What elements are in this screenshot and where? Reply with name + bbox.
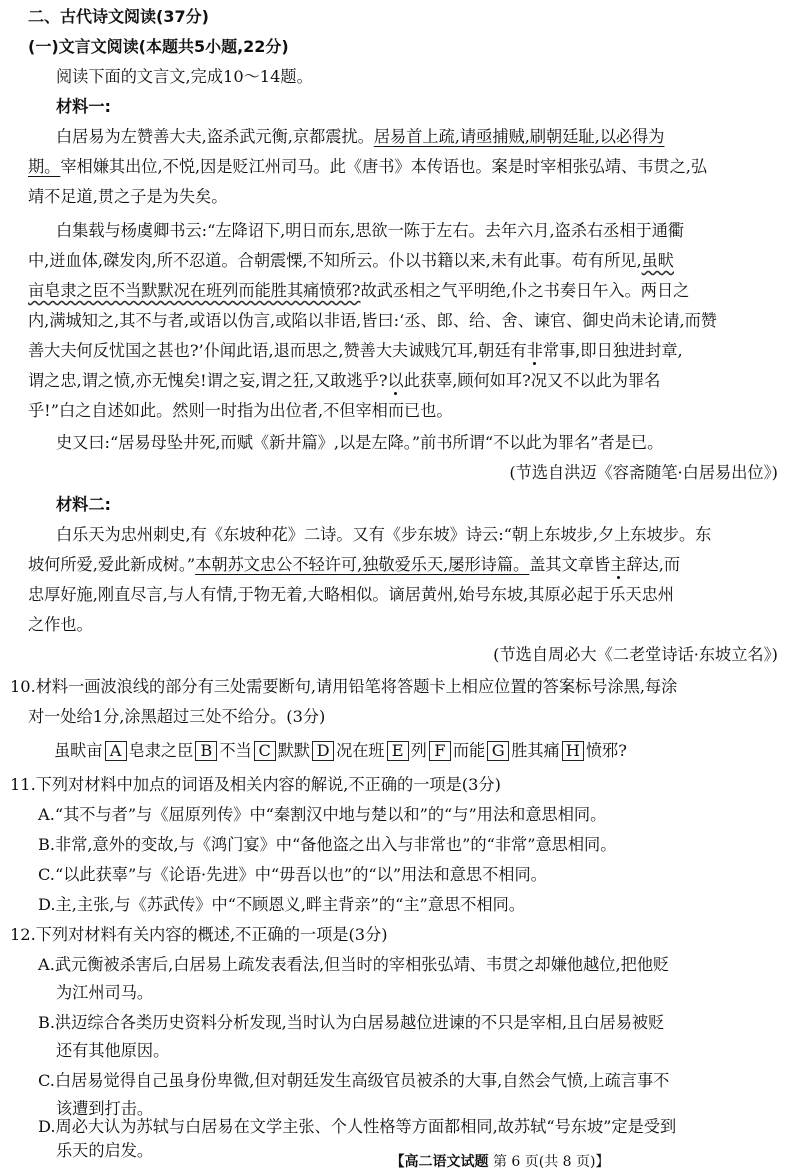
dotted-word: 非 xyxy=(526,341,543,360)
q12-option-a-line1: A.武元衡被杀害后,白居易上疏发表看法,但当时的宰相张弘靖、韦贯之却嫌他越位,把他贬 xyxy=(38,955,670,974)
q11-option-c: C.“以此获辜”与《论语·先进》中“毋吾以也”的“以”用法和意思不相同。 xyxy=(38,865,547,884)
material2-label: 材料二: xyxy=(56,495,112,514)
m2-line3: 忠厚好施,刚直尽言,与人有情,于物无着,大略相似。谪居黄州,始号东坡,其原必起于乐天忠州 xyxy=(28,585,674,604)
q10-mark-d[interactable]: D xyxy=(312,741,334,761)
m1-p2-line6 xyxy=(28,370,660,394)
m2-line1: 白乐天为忠州刺史,有《东坡种花》二诗。又有《步东坡》诗云:“朝上东坡步,夕上东坡步。东 xyxy=(56,525,712,544)
q12-option-d-line2: 乐天的启发。 xyxy=(56,1141,154,1160)
q10-mark-g[interactable]: G xyxy=(487,741,509,761)
m1-p2-line3 xyxy=(28,280,689,304)
material1-label: 材料一: xyxy=(56,97,112,116)
footer-title: 【高二语文试题 xyxy=(390,1154,489,1170)
m1-text: 中,迸血体,磔发肉,所不忍道。合朝震慄,不知所云。仆以书籍以来,未有此事。苟有所见, xyxy=(28,251,642,270)
wavy-segment: 亩皂隶之臣不当默默况在班列而能胜其痛愤邪? xyxy=(28,281,361,300)
q12-option-b-line2: 还有其他原因。 xyxy=(56,1041,170,1060)
m2-text: 盖其文章皆 xyxy=(529,555,611,574)
m1-p2-line7: 乎!”白之自述如此。然则一时指为出位者,不但宰相而已也。 xyxy=(28,401,453,420)
q10-mark-a[interactable]: A xyxy=(105,741,127,761)
footer-page: 第 6 页(共 8 页)】 xyxy=(492,1154,610,1170)
q12-option-d-line1: D.周必大认为苏轼与白居易在文学主张、个人性格等方面都相同,故苏轼“号东坡”定是受到 xyxy=(38,1117,677,1136)
m1-text: 谓之忠,谓之愤,亦无愧矣!谓之妄,谓之狂,又敢逃乎? xyxy=(28,371,388,390)
m1-text: 故武丞相之气平明绝,仆之书奏日午入。两日之 xyxy=(360,281,690,300)
q10-seg: 默默 xyxy=(277,741,311,760)
q10-seg: 列 xyxy=(410,741,427,760)
m1-text: 此获辜,顾何如耳?况又不以此为罪名 xyxy=(403,371,661,390)
wavy-segment: 虽畎 xyxy=(641,251,674,270)
m2-text: 辞达,而 xyxy=(626,555,681,574)
q11-option-d: D.主,主张,与《苏武传》中“不顾恩义,畔主背亲”的“主”意思不相同。 xyxy=(38,895,525,914)
q10-mark-b[interactable]: B xyxy=(195,741,217,761)
m1-p2-line5 xyxy=(28,340,683,364)
q10-seg: 皂隶之臣 xyxy=(128,741,194,760)
q10-mark-c[interactable]: C xyxy=(254,741,276,761)
q10-stem-line2: 对一处给1分,涂黑超过三处不给分。(3分) xyxy=(28,707,326,726)
m1-p2-line4: 内,满城知之,其不与者,或语以伪言,或陷以非语,皆曰:‘丞、郎、给、舍、谏官、御史尚未论请,而赞 xyxy=(28,311,717,330)
m1-text: 善大夫何反忧国之甚也?’仆闻此语,退而思之,赞善大夫诚贱冗耳,朝廷有 xyxy=(28,341,527,360)
m1-text: 白居易为左赞善大夫,盗杀武元衡,京都震扰。 xyxy=(56,127,374,146)
m2-text: 坡何所爱,爱此新成树。” xyxy=(28,555,196,574)
m1-p2-line2 xyxy=(28,250,674,274)
q10-seg: 不当 xyxy=(219,741,252,760)
m1-p1-line3: 靖不足道,贯之子是为失矣。 xyxy=(28,187,228,206)
m1-underlined-end: 期。 xyxy=(28,157,61,176)
q12-option-c-line1: C.白居易觉得自己虽身份卑微,但对朝廷发生高级官员被杀的大事,自然会气愤,上疏言事不 xyxy=(38,1071,670,1090)
m1-underlined: 居易首上疏,请亟捕贼,刷朝廷耻,以必得为 xyxy=(373,127,665,146)
m1-text: 宰相嫌其出位,不悦,因是贬江州司马。此《唐书》本传语也。案是时宰相张弘靖、韦贯之,弘 xyxy=(60,157,708,176)
dotted-word: 主 xyxy=(610,555,627,574)
q12-option-c-line2: 该遭到打击。 xyxy=(56,1099,154,1118)
subsection-title: (一)文言文阅读(本题共5小题,22分) xyxy=(28,37,289,56)
q11-stem: 11.下列对材料中加点的词语及相关内容的解说,不正确的一项是(3分) xyxy=(10,775,501,794)
q10-seg: 胜其痛 xyxy=(511,741,560,760)
m1-text: 常事,即日独进封章, xyxy=(542,341,683,360)
instruction: 阅读下面的文言文,完成10～14题。 xyxy=(56,67,313,86)
m2-underlined: 本朝苏文忠公不轻许可,独敬爱乐天,屡形诗篇。 xyxy=(195,555,530,574)
page-footer xyxy=(200,1152,800,1172)
q10-seg: 愤邪? xyxy=(585,741,627,760)
m2-line4: 之作也。 xyxy=(28,615,93,634)
q10-stem-line1: 10.材料一画波浪线的部分有三处需要断句,请用铅笔将答题卡上相应位置的答案标号涂黑,每涂 xyxy=(10,677,678,696)
q12-stem: 12.下列对材料有关内容的概述,不正确的一项是(3分) xyxy=(10,925,388,944)
q11-option-b: B.非常,意外的变故,与《鸿门宴》中“备他盗之出入与非常也”的“非常”意思相同。 xyxy=(38,835,617,854)
m2-source: (节选自周必大《二老堂诗话·东坡立名》) xyxy=(493,645,778,664)
q10-seg: 而能 xyxy=(452,741,486,760)
m1-source: (节选自洪迈《容斋随笔·白居易出位》) xyxy=(509,463,778,482)
section-title: 二、古代诗文阅读(37分) xyxy=(28,7,209,26)
q10-seg: 虽畎亩 xyxy=(54,741,103,760)
q11-option-a: A.“其不与者”与《屈原列传》中“秦割汉中地与楚以和”的“与”用法和意思相同。 xyxy=(38,805,607,824)
q10-mark-f[interactable]: F xyxy=(429,741,451,761)
m2-line2 xyxy=(28,554,680,578)
q10-seg: 况在班 xyxy=(336,741,385,760)
m1-p1-line1 xyxy=(56,126,664,150)
m1-p3: 史又曰:“居易母坠井死,而赋《新井篇》,以是左降。”前书所谓“不以此为罪名”者是已。 xyxy=(56,433,664,452)
q10-mark-e[interactable]: E xyxy=(387,741,409,761)
q12-option-b-line1: B.洪迈综合各类历史资料分析发现,当时认为白居易越位进谏的不只是宰相,且白居易被贬 xyxy=(38,1013,665,1032)
m1-p1-line2 xyxy=(28,156,707,180)
q10-options xyxy=(54,740,627,762)
dotted-word: 以 xyxy=(387,371,404,390)
q12-option-a-line2: 为江州司马。 xyxy=(56,983,154,1002)
q10-mark-h[interactable]: H xyxy=(562,741,584,761)
m1-p2-line1: 白集载与杨虞卿书云:“左降诏下,明日而东,思欲一陈于左右。去年六月,盗杀右丞相于通衢 xyxy=(56,221,685,240)
